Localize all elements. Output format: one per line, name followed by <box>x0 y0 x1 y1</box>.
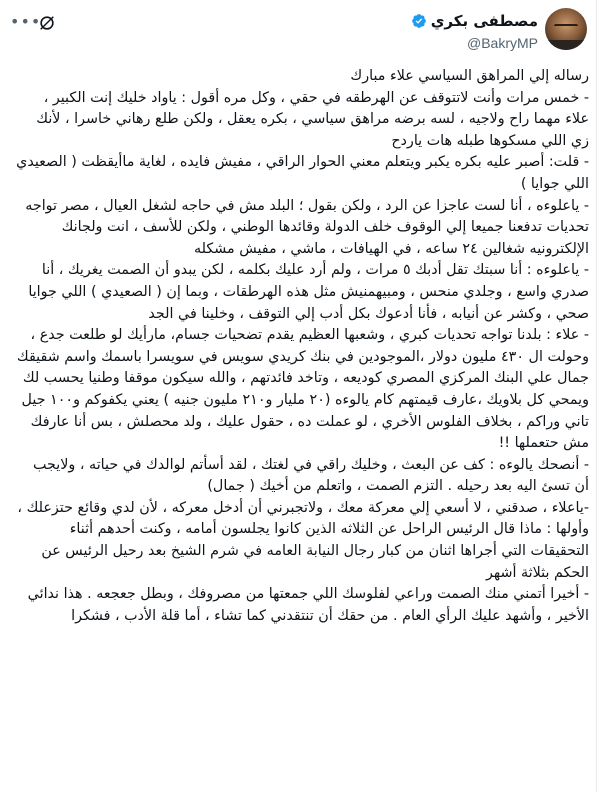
tweet-paragraph: - قلت: أصبر عليه بكره يكبر ويتعلم معني الحوار الراقي ، مفيش فايده ، لغاية ماأيقظت ( الصعيدي اللي جوايا ) <box>16 154 589 192</box>
tweet-text <box>16 66 589 627</box>
tweet-header <box>0 0 604 62</box>
tweet-paragraph: - ياعلوءه ، أنا لست عاجزا عن الرد ، ولكن بقول ؛ البلد مش في حاجه لشغل العيال ، مصر تواجه تحديات تدفعنا جميعا إلي الوقوف خلف الدولة وقائدها الوطني ، ولكن للأسف ، انت ولجانك الإلكترونيه شغالين ٢٤ ساعه ، في الهيافات ، ماشي ، مفيش مشكله <box>25 197 589 257</box>
avatar-shirt <box>545 40 587 50</box>
author-display-name[interactable]: مصطفى بكري <box>430 12 538 30</box>
author-name-row[interactable] <box>411 12 538 30</box>
tweet-paragraph: - ياعلوءه : أنا سبتك تقل أدبك ٥ مرات ، ولم أرد عليك بكلمه ، لكن يبدو أن الصمت يغريك ، أنا صدري واسع ، وجلدي منحس ، ومبيهمنيش مثل هذه الهرطقات ، وبما إن ( الصعيدي ) اللي جوايا صحي ، وكشر عن أنيابه ، فأنا أدعوك بكل أدب إلي التوقف ، وخلينا في الجد <box>28 262 589 322</box>
timeline-border <box>596 0 597 792</box>
more-options-icon[interactable]: ••• <box>10 12 42 31</box>
tweet-paragraph: - خمس مرات وأنت لاتتوقف عن الهرطقه في حقي ، وكل مره أقول : ياواد خليك إنت الكبير ، علاء مهما راح ولاجيه ، لسه برضه مراهق سياسي ، بكره يعقل ، ولكن طلع رهاني خاسرا ، لأنك زي اللي مسكوها طبله هات ياردح <box>36 89 589 149</box>
verified-badge-icon <box>411 13 427 29</box>
author-avatar[interactable] <box>545 8 587 50</box>
tweet-paragraph: -ياعلاء ، صدقني ، لا أسعي إلي معركة معك ، ولاتجبرني أن أدخل معركه ، لأن لدي وقائع حتزعلك ، وأولها : ماذا قال الرئيس الراحل عن الثلاثه الذين كانوا يجلسون أمامه ، وكنت أحدهم أثناء التحقيقات التي أجراها اثنان من كبار رجال النيابة العامه في شرم الشيخ بعد رحيل الرئيس عن الحكم بثلاثة أشهر <box>17 499 589 581</box>
avatar-glasses <box>554 24 578 30</box>
author-handle[interactable]: @BakryMP <box>467 35 538 51</box>
tweet-paragraph: - أخيرا أتمني منك الصمت وراعي لفلوسك اللي جمعتها من مصروفك ، وبطل جعجعه . هذا ندائي الأخير ، وأشهد عليك الرأي العام . من حقك أن تنتقدني كما تشاء ، أما قلة الأدب ، فشكرا <box>27 586 589 624</box>
tweet-paragraph-title: رساله إلي المراهق السياسي علاء مبارك <box>350 68 589 84</box>
grok-icon[interactable] <box>38 14 56 32</box>
tweet-paragraph: - علاء : بلدنا تواجه تحديات كبري ، وشعبها العظيم يقدم تضحيات جسام، مارأيك لو طلعت جدع ، وحولت ال ٤٣٠ مليون دولار ،الموجودين في بنك كريدي سويس في سويسرا باسمك واسم شقيقك جمال علي البنك المركزي المصري كوديعه ، وتاخد فائدتهم ، والله سيكون موقفا وطنيا يحسب لك ويمحي كل بلاويك ،عارف قيمتهم كام يالوءه (٢٠ مليار و٢١٠ مليون جنيه ) يعني يكفوكم و١٠٠ جيل تاني وراكم ، بخلاف الفلوس الأخري ، لو عملت ده ، حقول عليك ، ولد محصلش ، بس أنا عارفك مش حتعملها !! <box>16 327 589 452</box>
tweet-paragraph: - أنصحك يالوءه : كف عن البعث ، وخليك راقي في لغتك ، لقد أسأتم لوالدك في حياته ، ولايجب أن تسئ اليه بعد رحيله . التزم الصمت ، واتعلم من أخيك ( جمال) <box>33 456 589 495</box>
